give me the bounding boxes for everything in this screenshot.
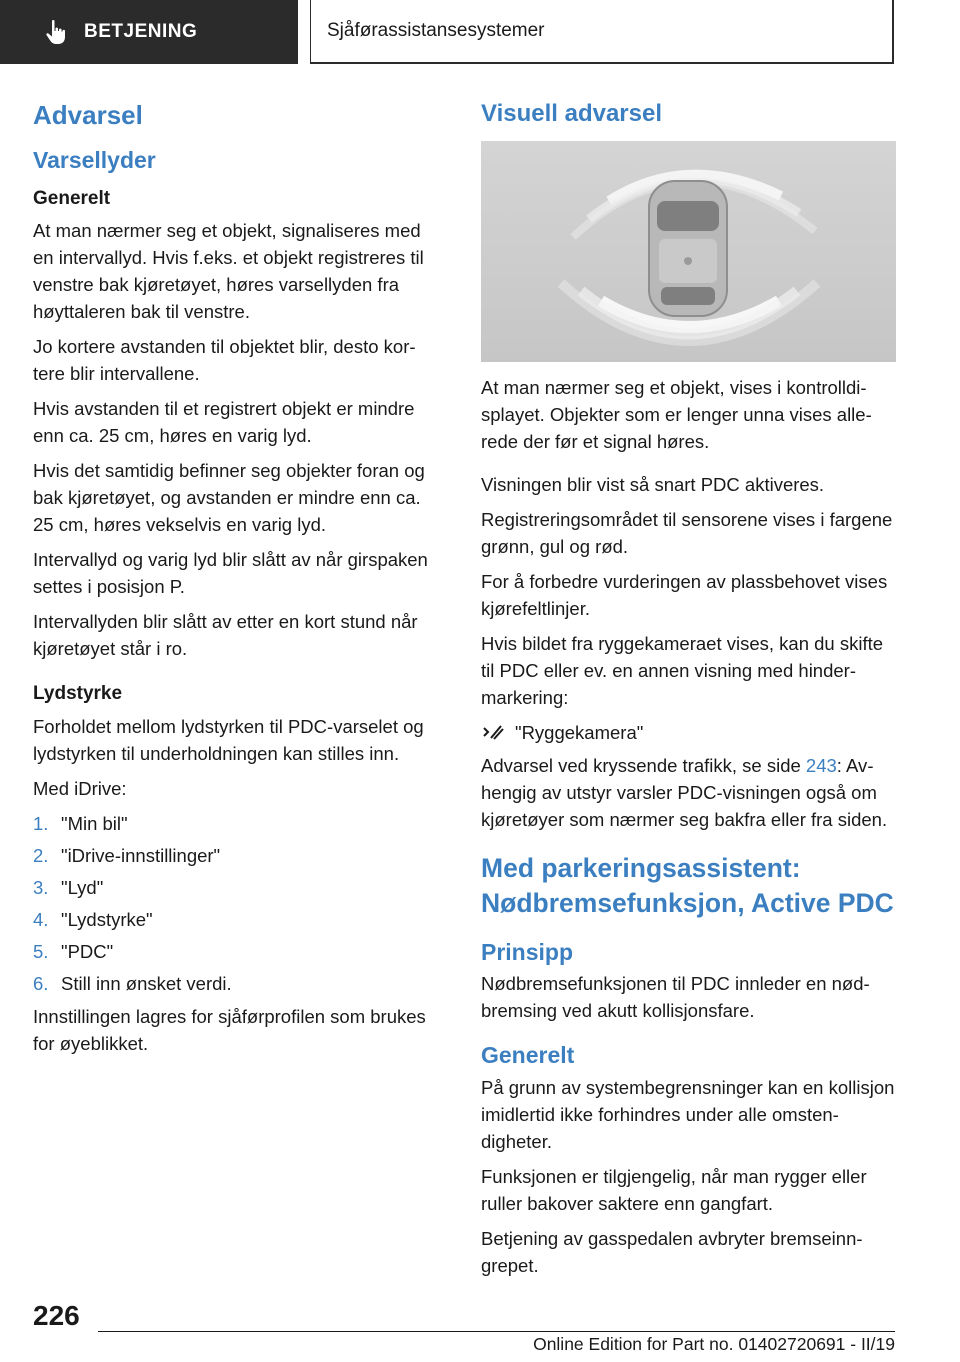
step-text: Still inn ønsket verdi.	[61, 973, 232, 995]
cross-traffic-text: : Avhengig av utstyr varsler PDC-visningen også om kjøretøyer som nærmer seg bakfra eller fra siden.	[481, 754, 888, 830]
camera-option	[481, 719, 896, 746]
list-item	[33, 842, 438, 869]
right-column	[481, 100, 896, 1287]
step-number: 3.	[33, 877, 49, 899]
paragraph: Forholdet mellom lydstyrken til PDC-varselet og lydstyrken til underholdningen kan stilles inn.	[33, 716, 424, 765]
hand-pointer-icon	[42, 18, 70, 46]
left-column	[33, 100, 438, 1065]
paragraph: Intervallyden blir slått av etter en kort stund når kjøretøyet står i ro.	[33, 611, 418, 660]
cross-traffic-text: Advarsel ved kryssende trafikk, se side	[481, 754, 806, 776]
step-number: 2.	[33, 845, 49, 867]
paragraph: Betjening av gasspedalen avbryter bremseinngrepet.	[481, 1227, 863, 1276]
step-text: "PDC"	[61, 941, 114, 963]
heading-active-pdc: Med parkeringsassistent: Nødbremsefunksjon, Active PDC	[481, 852, 894, 918]
step-text: "Min bil"	[61, 813, 128, 835]
pdc-display-illustration	[481, 141, 896, 362]
section-tab[interactable]	[0, 0, 298, 64]
camera-label: "Ryggekamera"	[515, 721, 644, 743]
step-number: 6.	[33, 973, 49, 995]
heading-varsellyder: Varsellyder	[33, 147, 156, 174]
page-link[interactable]: 243	[805, 754, 837, 776]
paragraph: Hvis avstanden til et registrert objekt er mindre enn ca. 25 cm, høres en varig lyd.	[33, 398, 415, 447]
step-number: 4.	[33, 909, 49, 931]
step-text: "Lydstyrke"	[61, 909, 153, 931]
page-header	[0, 0, 960, 66]
paragraph: Med iDrive:	[33, 778, 127, 800]
step-text: "iDrive-innstillinger"	[61, 845, 221, 867]
paragraph	[481, 752, 896, 833]
paragraph: På grunn av systembegrensninger kan en kollisjon imidlertid ikke forhindres under alle omstendigheter.	[481, 1076, 895, 1152]
step-number: 1.	[33, 813, 49, 835]
page-number: 226	[33, 1300, 80, 1331]
list-item	[33, 906, 438, 933]
paragraph: Hvis bildet fra ryggekameraet vises, kan du skifte til PDC eller ev. en annen visning med hindermarkering:	[481, 632, 884, 708]
heading-generelt: Generelt	[33, 187, 111, 209]
paragraph: Visningen blir vist så snart PDC aktiveres.	[481, 473, 825, 495]
footer-edition: Online Edition for Part no. 01402720691 - II/19	[533, 1334, 895, 1354]
chapter-title: Sjåførassistansesystemer	[327, 20, 545, 41]
paragraph: Jo kortere avstanden til objektet blir, desto kortere blir intervallene.	[33, 336, 416, 385]
step-number: 5.	[33, 941, 49, 963]
heading-visuell-advarsel: Visuell advarsel	[481, 100, 663, 127]
idrive-steps	[33, 810, 438, 997]
list-item	[33, 970, 438, 997]
list-item	[33, 810, 438, 837]
footer-divider	[98, 1331, 895, 1332]
paragraph: Intervallyd og varig lyd blir slått av når girspaken settes i posisjon P.	[33, 549, 428, 598]
list-item	[33, 874, 438, 901]
paragraph: Funksjonen er tilgjengelig, når man rygger eller ruller bakover saktere enn gangfart.	[481, 1165, 867, 1214]
heading-lydstyrke: Lydstyrke	[33, 683, 123, 705]
heading-advarsel: Advarsel	[33, 100, 143, 130]
chapter-tab[interactable]	[310, 0, 894, 64]
heading-prinsipp: Prinsipp	[481, 938, 574, 965]
paragraph: Nødbremsefunksjonen til PDC innleder en nødbremsing ved akutt kollisjonsfare.	[481, 973, 870, 1022]
paragraph: Registreringsområdet til sensorene vises i fargene grønn, gul og rød.	[481, 508, 893, 557]
paragraph: At man nærmer seg et objekt, vises i kontrolldisplayet. Objekter som er lenger unna vises allerede der før et signal høres.	[481, 376, 872, 452]
paragraph: Hvis det samtidig befinner seg objekter foran og bak kjøretøyet, og avstanden er mindre enn ca. 25 cm, høres vekselvis en varig lyd.	[33, 460, 425, 536]
paragraph: For å forbedre vurderingen av plassbehovet vises kjørefeltlinjer.	[481, 570, 888, 619]
paragraph: At man nærmer seg et objekt, signaliseres med en intervallyd. Hvis f.eks. et objekt registreres til venstre bak kjøretøyet, høres varsellyden fra høyttaleren bak til venstre.	[33, 220, 424, 323]
heading-generelt: Generelt	[481, 1042, 575, 1069]
list-item	[33, 938, 438, 965]
rear-camera-icon	[481, 722, 505, 742]
section-title: BETJENING	[84, 21, 198, 42]
paragraph: Innstillingen lagres for sjåførprofilen som brukes for øyeblikket.	[33, 1006, 426, 1055]
step-text: "Lyd"	[61, 877, 104, 899]
